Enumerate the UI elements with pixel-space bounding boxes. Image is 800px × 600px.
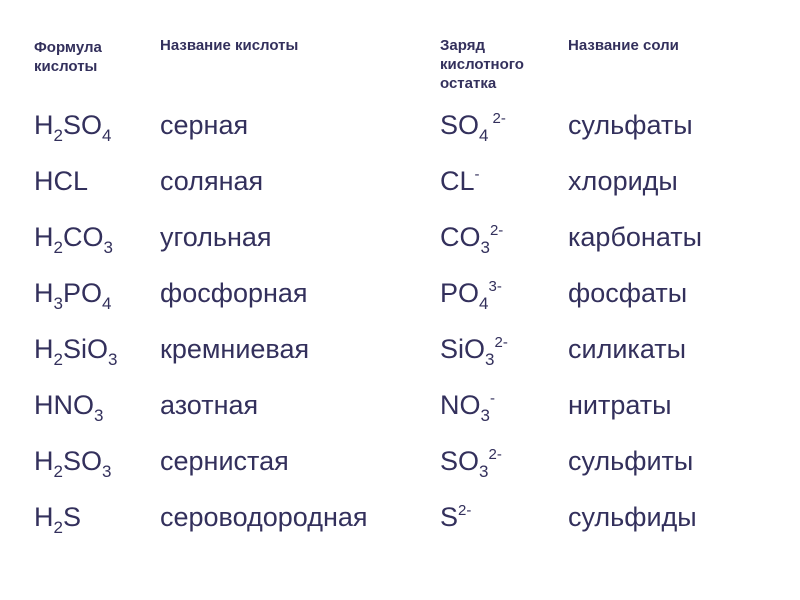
subscript-text: 2: [53, 518, 63, 537]
formula-text: PO: [62, 278, 102, 308]
salt-name: нитраты: [568, 390, 672, 420]
subscript-text: 3: [94, 406, 104, 425]
table-row: [0, 380, 800, 436]
salt-name: сульфаты: [568, 110, 693, 140]
subscript-text: 3: [101, 462, 112, 481]
acid-formula: [34, 212, 113, 266]
acid-name: азотная: [160, 390, 259, 420]
formula-text: SO: [440, 446, 480, 476]
salt-name: силикаты: [568, 334, 687, 364]
subscript-text: 2: [53, 238, 63, 257]
header-acid-formula: Формула кислоты: [34, 39, 102, 75]
superscript-text: 2-: [492, 110, 506, 127]
formula-text: H: [34, 334, 54, 364]
header-salt-name: Название соли: [568, 37, 679, 54]
subscript-text: 4: [101, 126, 112, 145]
formula-text: SiO: [62, 334, 108, 364]
superscript-text: -: [489, 390, 495, 407]
table-row: [0, 212, 800, 268]
formula-text: S: [62, 502, 81, 532]
residue-charge: [440, 156, 480, 211]
subscript-text: 3: [107, 350, 118, 369]
acid-name: фосфорная: [160, 278, 308, 308]
formula-text: H: [34, 278, 54, 308]
subscript-text: 3: [53, 294, 63, 313]
acid-formula: [34, 436, 111, 490]
acid-formula: [34, 156, 88, 206]
superscript-text: 2-: [489, 222, 504, 239]
subscript-text: 2: [53, 462, 63, 481]
formula-text: CO: [440, 222, 481, 252]
superscript-text: 3-: [488, 278, 502, 295]
acid-formula: [34, 100, 111, 154]
subscript-text: 4: [479, 126, 489, 145]
table-header: [0, 0, 800, 100]
formula-text: CL: [440, 166, 475, 196]
table-row: [0, 268, 800, 324]
subscript-text: 3: [480, 238, 490, 257]
formula-text: CO: [62, 222, 104, 252]
acid-name: угольная: [160, 222, 272, 252]
formula-text: S: [440, 502, 459, 532]
salt-name: фосфаты: [568, 278, 688, 308]
subscript-text: 4: [479, 294, 489, 313]
header-acid-name: Название кислоты: [160, 37, 299, 54]
acid-name: кремниевая: [160, 334, 310, 364]
salt-name: хлориды: [568, 166, 678, 196]
formula-text: PO: [440, 278, 480, 308]
table-row: [0, 492, 800, 548]
formula-text: SO: [440, 110, 480, 140]
residue-charge: [440, 100, 506, 155]
subscript-text: 4: [101, 294, 112, 313]
acid-formula: [34, 324, 117, 378]
formula-text: NO: [440, 390, 481, 420]
formula-text: H: [34, 222, 54, 252]
salt-name: сульфиды: [568, 502, 697, 532]
acid-formula: [34, 268, 111, 322]
subscript-text: 2: [53, 126, 63, 145]
subscript-text: 3: [485, 350, 495, 369]
header-residue-charge: Заряд кислотного остатка: [440, 37, 524, 92]
acid-name: серная: [160, 110, 249, 140]
table-row: [0, 436, 800, 492]
acid-name: сернистая: [160, 446, 289, 476]
residue-charge: [440, 492, 471, 547]
superscript-text: 2-: [488, 446, 502, 463]
table-row: [0, 100, 800, 156]
acid-name: соляная: [160, 166, 264, 196]
subscript-text: 3: [480, 406, 490, 425]
residue-charge: [440, 212, 503, 267]
formula-text: SO: [62, 110, 102, 140]
salt-name: сульфиты: [568, 446, 694, 476]
subscript-text: 3: [103, 238, 113, 257]
superscript-text: -: [474, 166, 480, 183]
formula-text: H: [34, 110, 54, 140]
residue-charge: [440, 268, 502, 323]
table-row: [0, 156, 800, 212]
superscript-text: 2-: [458, 502, 472, 519]
acid-formula: [34, 492, 81, 546]
superscript-text: 2-: [494, 334, 508, 351]
subscript-text: 3: [479, 462, 489, 481]
formula-text: H: [34, 502, 54, 532]
formula-text: HNO: [34, 390, 94, 420]
residue-charge: [440, 324, 508, 379]
formula-text: HCL: [34, 166, 89, 196]
subscript-text: 2: [53, 350, 63, 369]
acid-formula: [34, 380, 103, 434]
formula-text: SiO: [440, 334, 486, 364]
formula-text: SO: [62, 446, 102, 476]
acid-name: сероводородная: [160, 502, 368, 532]
table-row: [0, 324, 800, 380]
residue-charge: [440, 380, 495, 435]
formula-text: H: [34, 446, 54, 476]
residue-charge: [440, 436, 502, 491]
salt-name: карбонаты: [568, 222, 703, 252]
